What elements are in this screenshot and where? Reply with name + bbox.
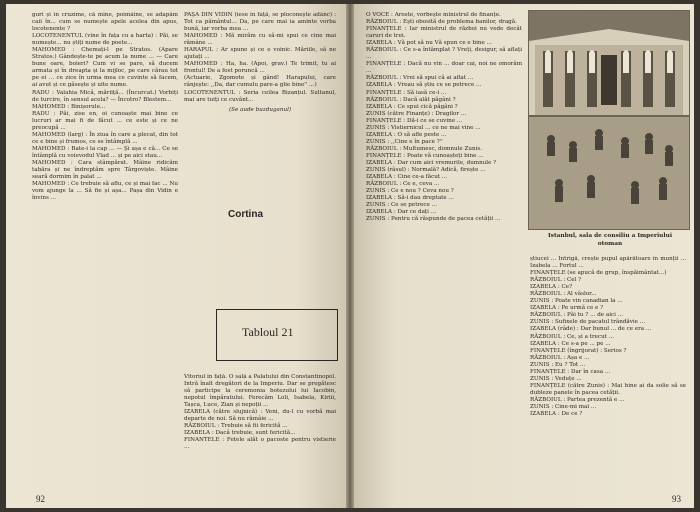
book-gutter bbox=[346, 4, 354, 508]
left-col-1-text: guri și în cruzime, că mine, poimâine, se adapăm caii în... cum se numește apele acelea din apus, locotenente ? LOCOTENENTUL (vine în fața cu a harta) : Păi, se numește... nu știți nume de poete... MAHOMED : Chemați-l pe Stratos. (Apare Stratos.) Gândește-te pe acum la nume ... — Care bune oare, boieri? Cum vi se pare, să ducem armata și în dreapta și la mijloc, pe care cărau tot pe ei ... ce zice în urma mea ce cuvinte să facem, ai avut și ce găsește și uite nume. RADU : Valahia Mică, măriiță... (Încurcat.) Vorbiți de turcire, în sensul acela? — Încotro? Blestem... MAHOMED : Binișorule... RADU : Păi, zise en, oi cunoaște mai bine ce lucruri ar mai fi de făcut ... ce este și ce ne preocupă ... MAHOMED (larg) : În ziua în care a plecat, din tot ce e bine și frumos, ce se întâmplă ... MAHOMED : Bate-i la cap ... — Și așa e că... Ce se întâmplă cu voievodul Vlad ... și pe aici stau... MAHOMED : Cara stâmpărat. Mâine ridicăm tabăra și ne îndreptăm spre Târgoviște. Mâine seară dormim în palat ... MAHOMED : Ce trebuie să aflu, ce și mai fac ... Nu vom ajunge la ... Să fie și așa... Pașa din Vidin e învins ... bbox=[32, 12, 178, 202]
left-page bbox=[6, 4, 346, 508]
right-col-2-text: știucei ... Intrigă, crește pupul apărătoare în munții ... Izabela ... Fortul ... FINANȚELE (se apucă de grup, înspăimântat...) RĂZBOIUL : Cel ? IZABELA : Ce? RĂZBOIUL : Al vâslor... ZUNIS : Poate vin canadian la ... IZABELA : Pe urmă ce e ? RĂZBOIUL : Păi tu ? ... de aici ... ZUNIS : Sufixele de pacatul trândăvie ... IZABELA (râde) : Dar bunul ... de ce era ... RĂZBOIUL : Ce, și a trecut ... IZABELA : Ce s-a pe ... pe ... FINANȚELE (îngrijorat) : Serios ? RĂZBOIUL : Așa e ... ZUNIS : Eu ? Tot ... FINANȚELE : Dar în casa ... ZUNIS : Veduțe ... FINANȚELE (către Zunis) : Mai bine ai da solie să se dubleze panele în pacea cetății. RĂZBOIUL : Partea prezentă e ... ZUNIS : Cine-mi mai ... IZABELA : De ce ? bbox=[530, 256, 686, 418]
tableau-heading-box bbox=[216, 309, 338, 361]
right-col-1 bbox=[366, 12, 522, 492]
curtain-heading: Cortina bbox=[228, 209, 263, 220]
left-col-2-after-text: Vitoriul în față. O sală a Palatului din Constantinopol. Intră înalt dregători de la Imperiu. Dar se pregătesc să participe la ceremonia botezului lui Iacobin, nepotul împăratului. Ferecăm Loli, Isabela, Kiriii, Tașca, Luce, Zian și nepoții ... IZABELA (către slujnică) : Veni, du-l cu vorbă mai departe de noi. Să nu rămâie ... RĂZBOIUL : Trebuie să fii fericită ... IZABELA : Dacă trebuie, sunt fericită... FINANTELE : Fetele alăt o pacoste pentru vistierie ... bbox=[184, 374, 336, 451]
left-col-2 bbox=[184, 12, 336, 198]
left-page-number: 92 bbox=[36, 494, 45, 504]
right-page-number: 93 bbox=[672, 494, 681, 504]
book-spread bbox=[6, 4, 694, 508]
left-col-2-text: PAȘA DIN VIDIN (iese în față, se ploconește adânc) : Tot ca pământul... Da, pe care mai ia aminte vorba bună, iar vorba mea ... MAHOMED : Mă mirăm cu să-mi spui ce cine mai rămâne ... HARAPUL : Ar spune și ce e voinic. Măriile, să ne ajutați ... MAHOMED : Ha, ha. (Apoi, grav.) Te trimit, tu ai frontul! De a fost poruncă ... (Actuarie, Zgomote și gând! Harapului, care rânjește: ,,Da, dar cumulu pare-a glie bine'' ...) LOCOTENENTUL : Seria ceilea Bizanțul. Sultanul, mai are tuiți ce cuvânt... bbox=[184, 12, 336, 103]
tableau-heading: Tabloul 21 bbox=[242, 325, 294, 339]
right-col-1-text: O VOCE : Aroste, vorbește ministrul de finanțe. RĂZBOIUL : Ești obosită de problema banilor, dragă. FINANȚELE : Iar ministrul de război nu vede decât caruri de trei. IZABELA : Vă pot să nu Vă spun ce e bine ... RĂZBOIUL : Ce s-a întâmplat ? Vreți, desigur, să aflați ... FINANȚELE : Dacă nu vin ... doar cai, noi ne omorâm ... RĂZBOIUL : Vrei să spui că ai aflat ... IZABELA : Vreau să știu ce se petrece ... FINANȚELE : Să iasă ce-i ... RĂZBOIUL : Dacă alăt păgâni ? IZABELA : Ce spui cică păgâni ? ZUNIS (către Finanțe) : Dragilor ... FINANȚELE : Dă-i ce se cuvine ... ZUNIS : Vistiernicul ... ce ne mai vine ... IZABELA : O să afle peste ... ZUNIS : ,,Cine e în pace ?'' RĂZBOIUL : Multumesc, domnule Zunis. FINANȚELE : Poate vă cunoașteți bine ... IZABELA : Dar cum aici vremurile, dumnule ? ZUNIS (râsul) : Normală? Adică, firește ... IZABELA : Cine ce-a făcut ... RĂZBOIUL : Ce e, ceva ... ZUNIS : Ce e nou ? Ceva nou ? IZABELA : Să-i dau dreptate ... ZUNIS : Ce se petrece ... IZABELA : Dar ce dați ... ZUNIS : Pentru că răspunde de pacea cetății ... bbox=[366, 12, 522, 223]
left-col-2-closing: (Se aude buzduganul) bbox=[228, 106, 292, 113]
left-col-2-lower bbox=[184, 374, 336, 494]
right-page bbox=[354, 4, 694, 508]
right-col-2 bbox=[530, 256, 686, 492]
left-col-1 bbox=[32, 12, 178, 480]
illustration-caption: Istanbul, sala de consiliu a Imperiului otoman bbox=[547, 233, 673, 247]
illustration-council-hall bbox=[528, 10, 690, 230]
council-hall-engraving bbox=[529, 11, 689, 229]
